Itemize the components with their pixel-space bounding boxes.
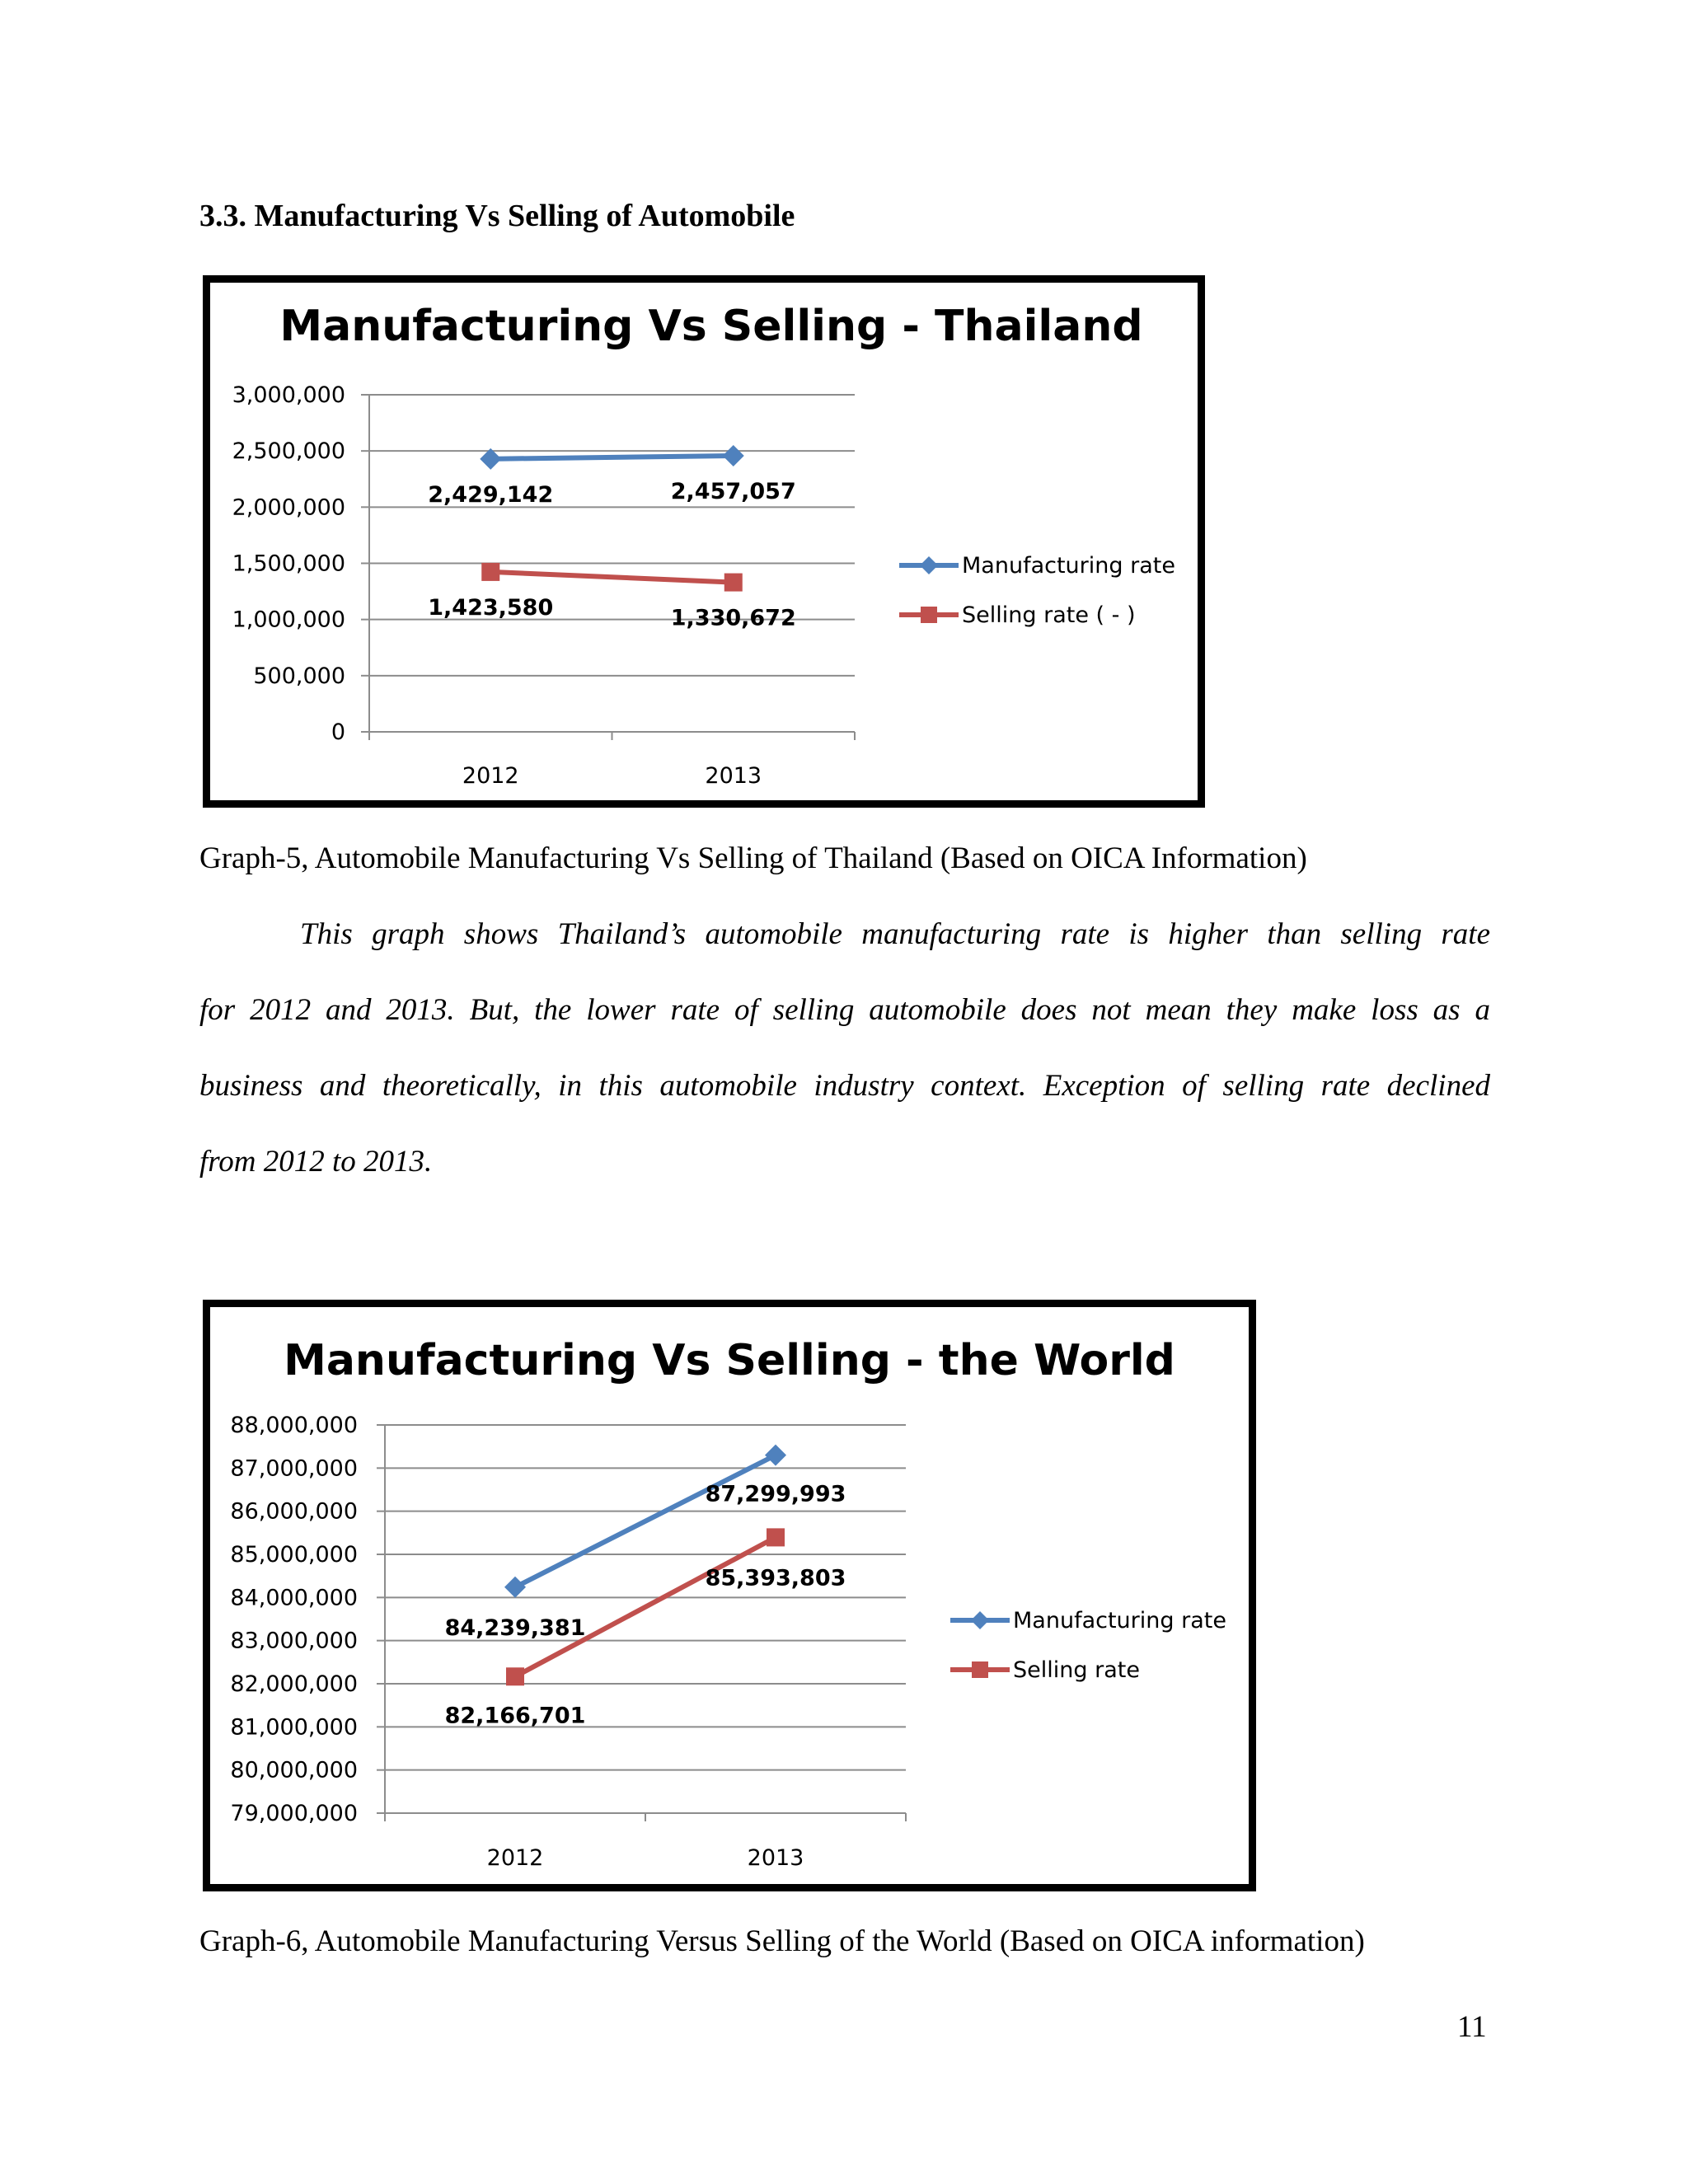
chart-world-svg (210, 1307, 1249, 1884)
y-tick-label: 81,000,000 (230, 1714, 358, 1741)
data-label: 84,239,381 (444, 1615, 586, 1641)
y-tick-label: 1,000,000 (232, 607, 345, 633)
y-tick-label: 82,000,000 (230, 1671, 358, 1697)
chart-thailand (203, 275, 1205, 808)
x-tick-label: 2013 (747, 1845, 804, 1871)
legend-label: Manufacturing rate (962, 553, 1175, 579)
paragraph-line-2: for 2012 and 2013. But, the lower rate of selling automobile does not mean they make loss as a (199, 993, 1490, 1027)
y-tick-label: 83,000,000 (230, 1628, 358, 1654)
legend-marker (920, 556, 938, 574)
y-tick-label: 80,000,000 (230, 1757, 358, 1783)
chart-title: Manufacturing Vs Selling - Thailand (279, 302, 1143, 351)
data-label: 1,423,580 (428, 594, 554, 621)
y-tick-label: 3,000,000 (232, 382, 345, 408)
y-tick-label: 86,000,000 (230, 1498, 358, 1525)
data-label: 1,330,672 (670, 605, 796, 631)
legend-label: Manufacturing rate (1013, 1608, 1226, 1633)
data-point-marker (506, 1667, 524, 1685)
y-tick-label: 500,000 (253, 663, 345, 689)
data-point-marker (767, 1528, 785, 1546)
caption-graph-5: Graph-5, Automobile Manufacturing Vs Selling of Thailand (Based on OICA Information) (199, 841, 1307, 875)
data-point-marker (504, 1577, 526, 1598)
legend-label: Selling rate ( - ) (962, 602, 1136, 628)
legend-marker (972, 1661, 988, 1678)
section-heading: 3.3. Manufacturing Vs Selling of Automobile (199, 199, 795, 233)
data-label: 87,299,993 (705, 1481, 846, 1507)
y-tick-label: 84,000,000 (230, 1585, 358, 1611)
caption-graph-6: Graph-6, Automobile Manufacturing Versus Selling of the World (Based on OICA information) (199, 1924, 1365, 1958)
chart-world (203, 1300, 1256, 1891)
page-number: 11 (1457, 2010, 1487, 2044)
data-point-marker (765, 1445, 786, 1466)
body-paragraph (199, 897, 1490, 1200)
data-point-marker (481, 563, 499, 581)
data-label: 85,393,803 (705, 1565, 846, 1591)
x-tick-label: 2013 (705, 763, 762, 789)
y-tick-label: 2,000,000 (232, 494, 345, 521)
x-tick-label: 2012 (486, 1845, 544, 1871)
paragraph-line-3: business and theoretically, in this automobile industry context. Exception of selling rate declined (199, 1069, 1490, 1103)
y-tick-label: 2,500,000 (232, 438, 345, 465)
series-line-2 (515, 1537, 776, 1676)
legend-marker (971, 1611, 989, 1629)
x-tick-label: 2012 (462, 763, 519, 789)
paragraph-line-4: from 2012 to 2013. (199, 1145, 433, 1179)
y-tick-label: 87,000,000 (230, 1455, 358, 1482)
y-tick-label: 79,000,000 (230, 1801, 358, 1826)
chart-thailand-svg (210, 283, 1198, 800)
chart-title: Manufacturing Vs Selling - the World (284, 1336, 1175, 1385)
data-label: 2,429,142 (428, 481, 554, 508)
series-line-2 (490, 572, 734, 583)
y-tick-label: 0 (331, 719, 345, 745)
data-point-marker (723, 445, 744, 466)
data-label: 2,457,057 (670, 479, 796, 505)
legend-label: Selling rate (1013, 1657, 1140, 1683)
paragraph-line-1: This graph shows Thailand’s automobile manufacturing rate is higher than selling rate (300, 917, 1490, 951)
y-tick-label: 1,500,000 (232, 551, 345, 577)
series-line-1 (490, 456, 734, 459)
y-tick-label: 85,000,000 (230, 1542, 358, 1568)
y-tick-label: 88,000,000 (230, 1413, 358, 1438)
data-point-marker (724, 574, 743, 592)
data-label: 82,166,701 (444, 1703, 586, 1729)
legend-marker (921, 607, 937, 623)
